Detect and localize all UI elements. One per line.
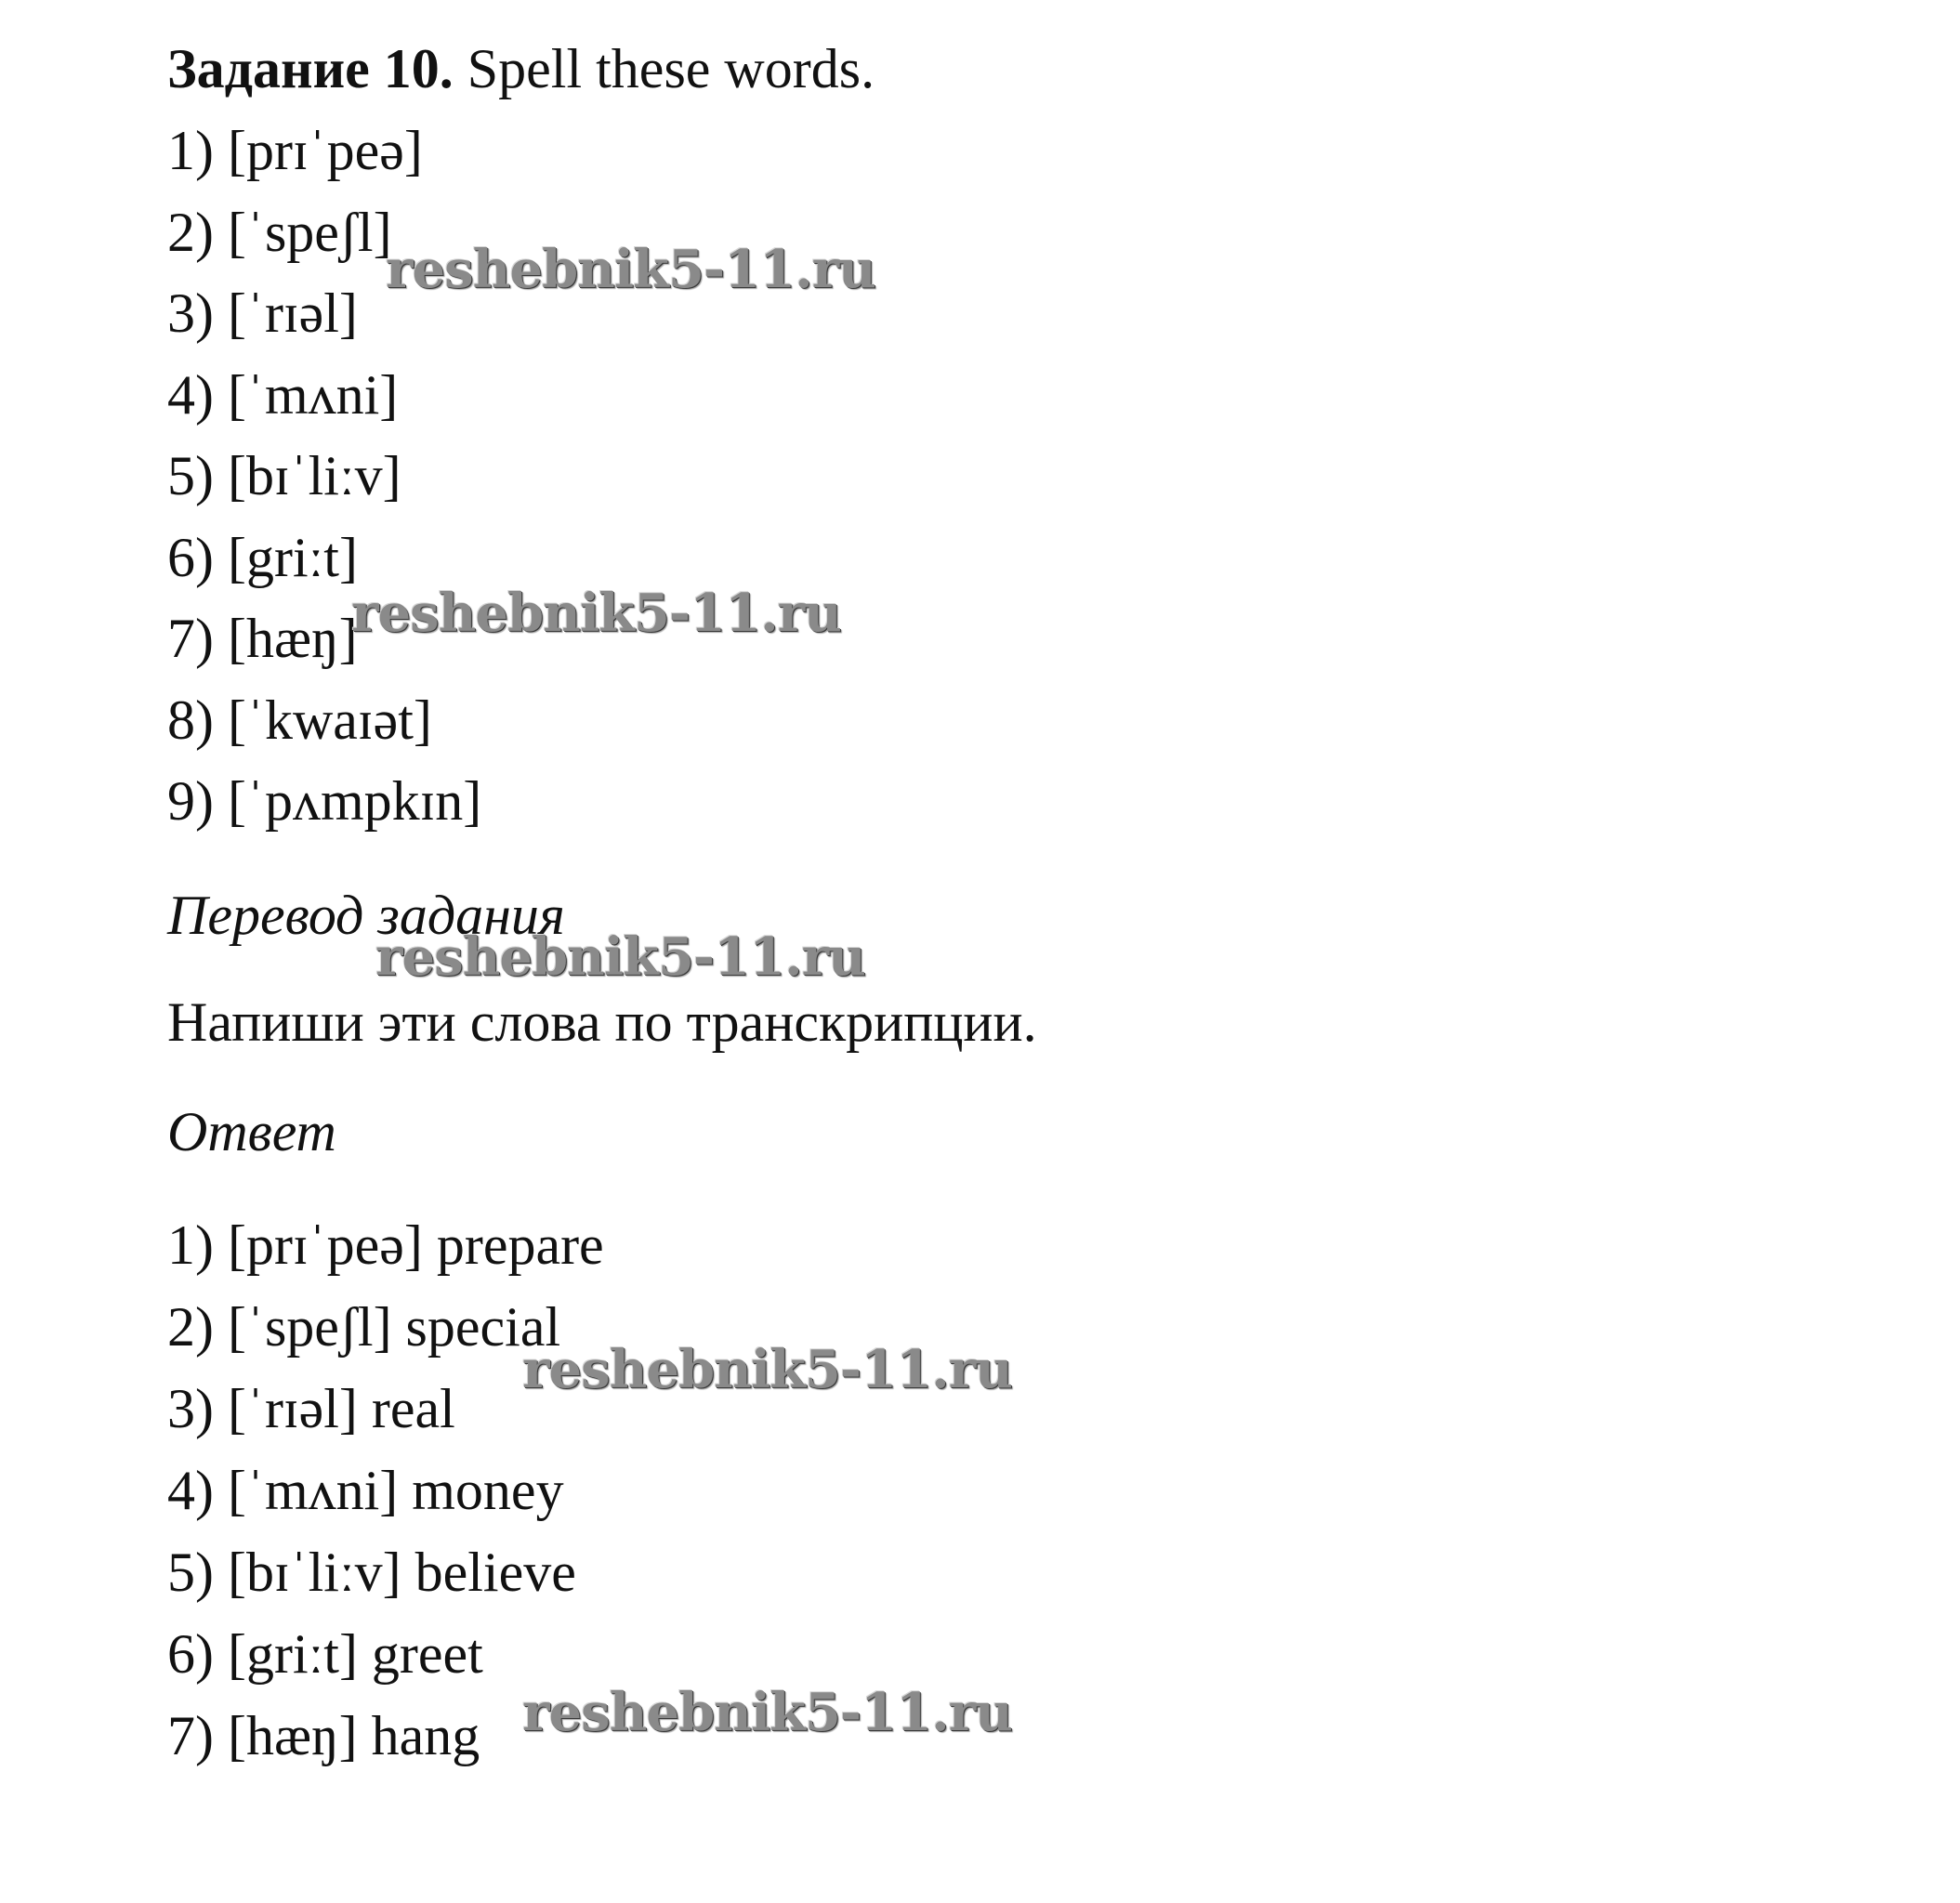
answer-item: 3) [ˈrɪəl] real <box>167 1378 455 1439</box>
transcription-item: 1) [prɪˈpeə] <box>167 120 423 181</box>
answer-item: 1) [prɪˈpeə] prepare <box>167 1214 604 1276</box>
watermark: reshebnik5-11.ru <box>351 583 841 644</box>
transcription-item: 7) [hæŋ] <box>167 608 358 669</box>
watermark: reshebnik5-11.ru <box>522 1339 1012 1400</box>
translation-text: Напиши эти слова по транскрипции. <box>167 991 1037 1053</box>
transcription-item: 8) [ˈkwaɪət] <box>167 689 432 751</box>
answer-item: 2) [ˈspeʃl] special <box>167 1296 561 1358</box>
task-instruction: Spell these words. <box>453 38 875 99</box>
transcription-item: 3) [ˈrɪəl] <box>167 282 358 344</box>
transcription-item: 2) [ˈspeʃl] <box>167 202 392 263</box>
answer-item: 7) [hæŋ] hang <box>167 1705 480 1766</box>
task-number: Задание 10. <box>167 38 454 99</box>
watermark: reshebnik5-11.ru <box>375 926 865 988</box>
transcription-item: 5) [bɪˈliːv] <box>167 445 401 506</box>
watermark: reshebnik5-11.ru <box>522 1682 1012 1743</box>
answer-item: 6) [griːt] greet <box>167 1623 483 1685</box>
transcription-item: 6) [griːt] <box>167 527 358 588</box>
answer-heading: Ответ <box>167 1101 336 1162</box>
transcription-item: 9) [ˈpʌmpkɪn] <box>167 770 482 832</box>
task-heading <box>167 38 875 99</box>
answer-item: 5) [bɪˈliːv] believe <box>167 1542 576 1603</box>
translation-heading: Перевод задания <box>167 885 565 946</box>
watermark: reshebnik5-11.ru <box>386 239 875 300</box>
transcription-item: 4) [ˈmʌni] <box>167 364 399 426</box>
answer-item: 4) [ˈmʌni] money <box>167 1460 564 1521</box>
